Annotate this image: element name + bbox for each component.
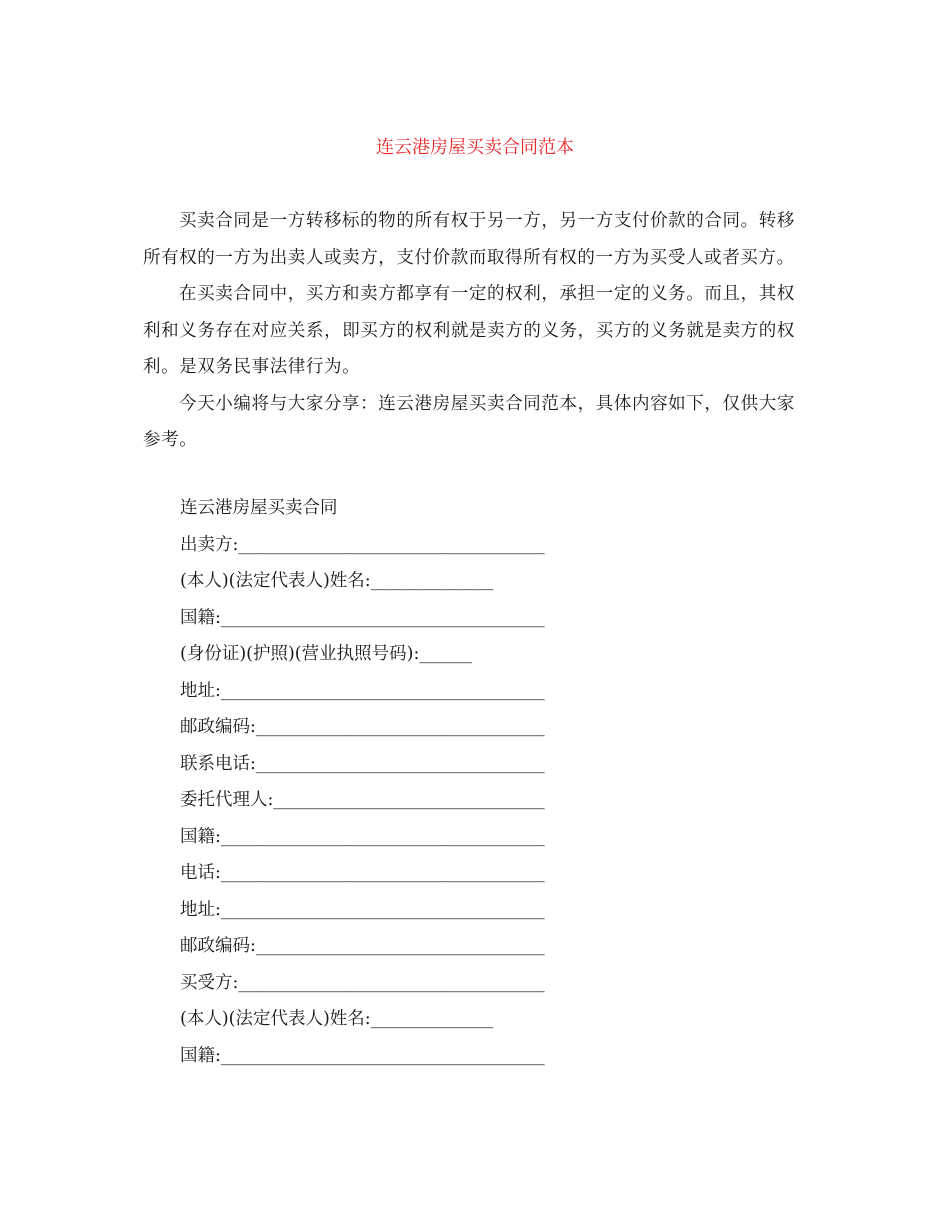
agent-address-line: 地址:_____________________________________ <box>180 899 545 920</box>
intro-paragraph-3: 今天小编将与大家分享：连云港房屋买卖合同范本，具体内容如下，仅供大家参考。 <box>143 393 795 450</box>
seller-nationality-line: 国籍:_____________________________________ <box>180 607 545 628</box>
buyer-name-line: (本人)(法定代表人)姓名:______________ <box>180 1009 494 1029</box>
buyer-line: 买受方:___________________________________ <box>180 972 545 993</box>
intro-paragraph-2: 在买卖合同中，买方和卖方都享有一定的权利，承担一定的义务。而且，其权利和义务存在对应关系，即买方的权利就是卖方的义务，买方的义务就是卖方的权利。是双务民事法律行为。 <box>143 284 795 377</box>
agent-phone-line: 电话:_____________________________________ <box>180 863 545 883</box>
intro-section <box>143 203 795 459</box>
seller-address-line: 地址:_____________________________________ <box>180 680 545 701</box>
agent-nationality-line: 国籍:_____________________________________ <box>180 826 545 847</box>
document-title: 连云港房屋买卖合同范本 <box>376 137 574 158</box>
seller-line: 出卖方:___________________________________ <box>180 534 545 555</box>
intro-paragraph-1: 买卖合同是一方转移标的物的所有权于另一方，另一方支付价款的合同。转移所有权的一方为出卖人或卖方，支付价款而取得所有权的一方为买受人或者买方。 <box>143 211 795 268</box>
agent-line: 委托代理人:_______________________________ <box>180 790 545 810</box>
seller-name-line: (本人)(法定代表人)姓名:______________ <box>180 571 494 591</box>
contract-form <box>180 490 800 1074</box>
contract-heading: 连云港房屋买卖合同 <box>180 498 338 518</box>
seller-phone-line: 联系电话:_________________________________ <box>180 753 545 774</box>
seller-id-line: (身份证)(护照)(营业执照号码):______ <box>180 644 472 664</box>
agent-postcode-line: 邮政编码:_________________________________ <box>180 936 545 956</box>
seller-postcode-line: 邮政编码:_________________________________ <box>180 717 545 737</box>
buyer-nationality-line: 国籍:_____________________________________ <box>180 1045 545 1066</box>
